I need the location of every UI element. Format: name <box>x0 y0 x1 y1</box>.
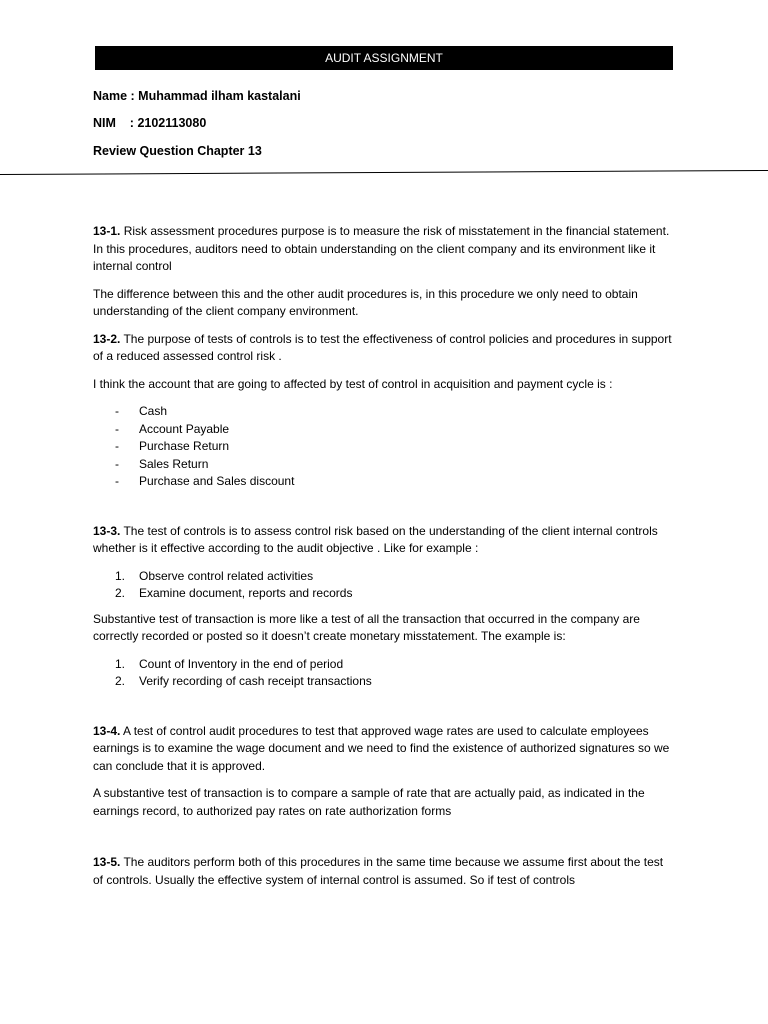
document-title-bar <box>95 46 673 70</box>
q1-paragraph-2: The difference between this and the other audit procedures is, in this procedure we only need to obtain understanding of the client company environment. <box>93 286 638 318</box>
list-item <box>93 403 676 421</box>
q1-paragraph-1 <box>93 223 676 276</box>
list-item <box>93 673 676 691</box>
q4-paragraph-2: A substantive test of transaction is to compare a sample of rate that are actually paid, as indicated in the earnings record, to authorized pay rates on rate authorization forms <box>93 786 645 818</box>
q5-text-1: The auditors perform both of this procedures in the same time because we assume first about the test of controls. Usually the effective system of internal control is assumed. So if test of controls <box>93 855 664 887</box>
q3-text-1: The test of controls is to assess control risk based on the understanding of the client internal controls whether is it effective according to the audit objective . Like for example : <box>93 523 658 555</box>
example-text: Observe control related activities <box>139 568 314 583</box>
list-item <box>93 585 676 603</box>
answers-body <box>93 223 676 899</box>
student-nim: NIM : 2102113080 <box>93 116 207 130</box>
document-title: AUDIT ASSIGNMENT <box>325 51 443 65</box>
q1-text-1: Risk assessment procedures purpose is to measure the risk of misstatement in the financial statement. In this procedures, auditors need to obtain understanding on the client company and its environment like it internal control <box>93 224 670 273</box>
example-text: Verify recording of cash receipt transactions <box>139 674 372 688</box>
account-item-text: Purchase Return <box>139 439 230 453</box>
header-divider <box>0 170 768 175</box>
list-item <box>93 473 676 491</box>
q2-text-1: The purpose of tests of controls is to test the effectiveness of control policies and procedures in support of a reduced assessed control risk . <box>93 331 672 363</box>
q5-paragraph-1 <box>93 854 676 889</box>
affected-accounts-list <box>93 403 676 491</box>
q4-text-1: A test of control audit procedures to test that approved wage rates are used to calculate employees earnings is to examine the wage document and we need to find the existence of authorized signatures so we can conclude that it is approved. <box>93 723 670 773</box>
list-item <box>93 421 676 439</box>
spacer <box>93 699 676 723</box>
dash-marker: - <box>115 421 119 436</box>
substantive-examples-list <box>93 656 676 691</box>
q3-paragraph-2: Substantive test of transaction is more like a test of all the transaction that occurred in the company are correctly recorded or posted so it doesn’t create monetary misstatement. The example is: <box>93 611 640 643</box>
spacer <box>93 830 676 854</box>
account-item-text: Cash <box>139 404 168 418</box>
number-marker: 1. <box>115 568 126 583</box>
q5-number: 13-5. <box>93 855 121 869</box>
dash-marker: - <box>115 404 119 418</box>
q1-number: 13-1. <box>93 224 121 238</box>
q3-paragraph-1 <box>93 523 676 558</box>
q2-paragraph-2: I think the account that are going to affected by test of control in acquisition and payment cycle is : <box>93 376 613 391</box>
number-marker: 2. <box>115 674 126 688</box>
spacer <box>93 499 676 523</box>
example-text: Count of Inventory in the end of period <box>139 656 344 671</box>
list-item <box>93 568 676 586</box>
account-item-text: Account Payable <box>139 421 230 436</box>
review-heading: Review Question Chapter 13 <box>93 144 262 158</box>
student-name: Name : Muhammad ilham kastalani <box>93 89 301 103</box>
dash-marker: - <box>115 474 119 488</box>
control-examples-list <box>93 568 676 603</box>
list-item <box>93 438 676 456</box>
q2-paragraph-1 <box>93 331 676 366</box>
account-item-text: Sales Return <box>139 456 209 471</box>
q4-number: 13-4. <box>93 723 121 738</box>
number-marker: 2. <box>115 586 126 600</box>
list-item <box>93 656 676 674</box>
q2-number: 13-2. <box>93 331 121 346</box>
q4-paragraph-1 <box>93 723 676 776</box>
dash-marker: - <box>115 439 119 453</box>
dash-marker: - <box>115 456 119 471</box>
account-item-text: Purchase and Sales discount <box>139 474 295 488</box>
list-item <box>93 456 676 474</box>
q3-number: 13-3. <box>93 523 121 538</box>
number-marker: 1. <box>115 656 126 671</box>
example-text: Examine document, reports and records <box>139 586 353 600</box>
